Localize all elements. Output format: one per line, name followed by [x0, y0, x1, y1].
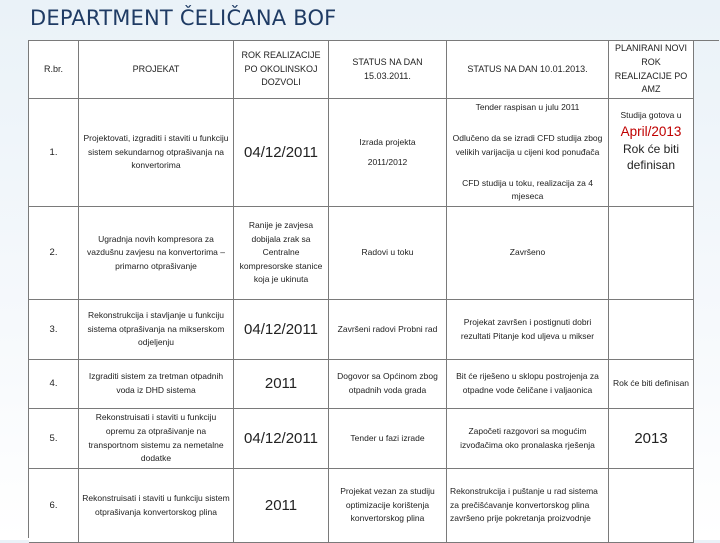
row-6-status-2013: Rekonstrukcija i puštanje u rad sistema za prečišćavanje konvertorskog plina završeno prije pokretanja proizvodnje [447, 469, 609, 543]
row-6-projekat: Rekonstruisati i staviti u funkciju sistem otprašivanja konvertorskog plina [79, 469, 234, 543]
row-5-planirani: 2013 [609, 409, 694, 469]
row-5-status-2013: Započeti razgovori sa mogućim izvođačima oko pronalaska rješenja [447, 409, 609, 469]
row-1-number: 1. [29, 99, 79, 207]
row-4-status-2011: Dogovor sa Općinom zbog otpadnih voda grada [329, 360, 447, 409]
row-5-number: 5. [29, 409, 79, 469]
row-4-number: 4. [29, 360, 79, 409]
header-rbr: R.br. [29, 41, 79, 99]
page-title: DEPARTMENT ČELIČANA BOF [30, 6, 337, 30]
row-2-status-2013: Završeno [447, 207, 609, 300]
row-2-projekat: Ugradnja novih kompresora za vazdušnu zavjesu na konvertorima – primarno otprašivanje [79, 207, 234, 300]
row-1-status-2011-line2: 2011/2012 [367, 156, 408, 167]
row-4-status-2013: Bit će riješeno u sklopu postrojenja za otpadne vode čeličane i valjaonica [447, 360, 609, 409]
row-5-projekat: Rekonstruisati i staviti u funkciju opremu za otprašivanje na transportnom sistemu za nemetalne dodatke [79, 409, 234, 469]
row-1-planirani-note: Studija gotova u [620, 110, 682, 120]
row-1-status-2011-line1: Izrada projekta [359, 136, 416, 147]
row-3-status-2011: Završeni radovi Probni rad [329, 300, 447, 360]
row-6-rok: 2011 [234, 469, 329, 543]
header-projekat: PROJEKAT [79, 41, 234, 99]
row-5-rok: 04/12/2011 [234, 409, 329, 469]
header-status-2011: STATUS NA DAN 15.03.2011. [329, 41, 447, 99]
row-1-projekat: Projektovati, izgraditi i staviti u funkciju sistem sekundarnog otprašivanja na konvertorima [79, 99, 234, 207]
row-3-planirani [609, 300, 694, 360]
row-1-planirani-date: April/2013 [620, 123, 682, 139]
row-1-rok: 04/12/2011 [234, 99, 329, 207]
header-status-2013: STATUS NA DAN 10.01.2013. [447, 41, 609, 99]
row-6-status-2011: Projekat vezan za studiju optimizacije korištenja konvertorskog plina [329, 469, 447, 543]
row-3-rok: 04/12/2011 [234, 300, 329, 360]
header-planirani: PLANIRANI NOVI ROK REALIZACIJE PO AMZ [609, 41, 694, 99]
row-2-status-2011: Radovi u toku [329, 207, 447, 300]
row-3-number: 3. [29, 300, 79, 360]
row-1-status-2011 [329, 99, 447, 207]
row-1-status-2013-tender: Tender raspisan u julu 2011 [475, 102, 580, 112]
row-4-projekat: Izgraditi sistem za tretman otpadnih voda iz DHD sistema [79, 360, 234, 409]
row-4-rok: 2011 [234, 360, 329, 409]
row-1-status-2013 [447, 99, 609, 207]
row-1-planirani [609, 99, 694, 207]
row-5-status-2011: Tender u fazi izrade [329, 409, 447, 469]
row-1-planirani-rok: Rok će biti definisan [622, 141, 680, 172]
row-4-planirani: Rok će biti definisan [609, 360, 694, 409]
row-2-planirani [609, 207, 694, 300]
row-6-number: 6. [29, 469, 79, 543]
row-2-number: 2. [29, 207, 79, 300]
header-rok: ROK REALIZACIJE PO OKOLINSKOJ DOZVOLI [234, 41, 329, 99]
row-3-projekat: Rekonstrukcija i stavljanje u funkciju sistema otprašivanja na mikserskom odjeljenju [79, 300, 234, 360]
row-2-rok: Ranije je zavjesa dobijala zrak sa Centralne kompresorske stanice koja je ukinuta [234, 207, 329, 300]
status-table [28, 40, 719, 538]
row-6-planirani [609, 469, 694, 543]
row-1-status-2013-cfd-progress: CFD studija u toku, realizacija za 4 mjeseca [462, 177, 593, 202]
row-1-status-2013-cfd-decision: Odlučeno da se izradi CFD studija zbog velikih varijacija u cijeni kod ponuđača [452, 133, 603, 157]
row-3-status-2013: Projekat završen i postignuti dobri rezultati Pitanje kod uljeva u mikser [447, 300, 609, 360]
